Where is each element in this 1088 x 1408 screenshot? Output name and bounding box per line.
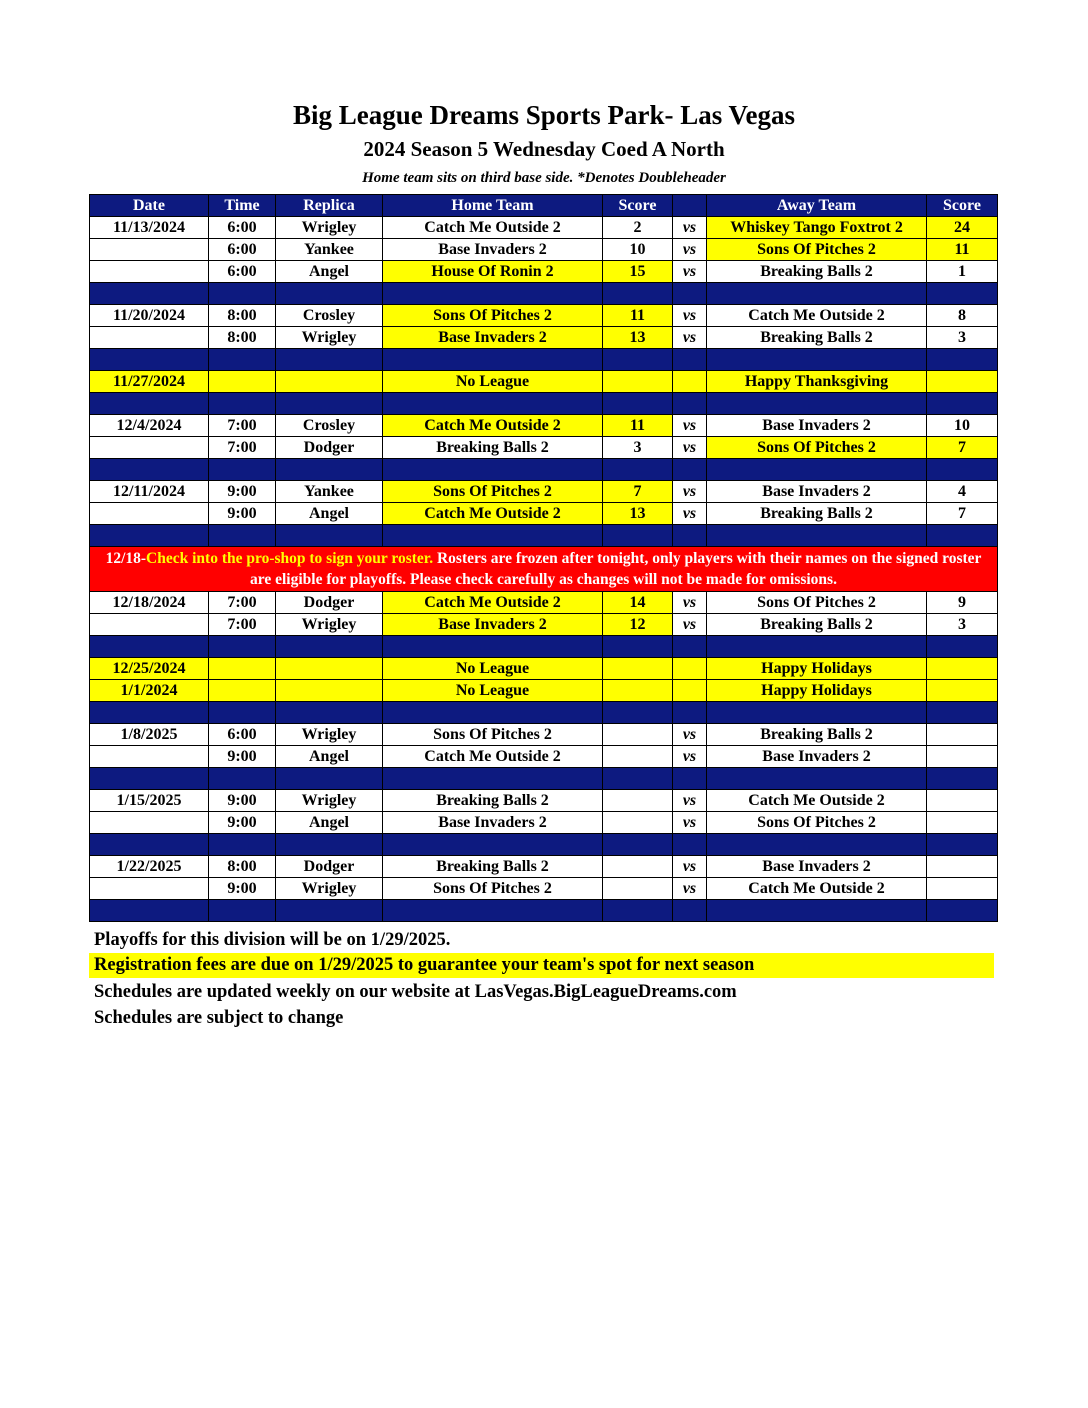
away-score-cell: 3 [927,327,998,349]
time-cell: 9:00 [209,790,276,812]
vs-cell: vs [673,878,707,900]
date-cell: 12/25/2024 [90,658,209,680]
time-cell: 9:00 [209,481,276,503]
separator-cell [209,459,276,481]
vs-cell: vs [673,812,707,834]
away-score-cell: 24 [927,217,998,239]
away-score-cell: 1 [927,261,998,283]
game-row [90,415,998,437]
vs-cell: vs [673,415,707,437]
replica-cell: Yankee [276,481,383,503]
separator-cell [383,768,603,790]
separator-cell [209,768,276,790]
separator-cell [927,283,998,305]
separator-cell [603,349,673,371]
separator-cell [707,459,927,481]
vs-cell: vs [673,261,707,283]
col-away-team: Away Team [707,195,927,217]
separator-cell [673,768,707,790]
date-cell: 12/4/2024 [90,415,209,437]
holiday-row [90,658,998,680]
time-cell: 8:00 [209,305,276,327]
replica-cell: Wrigley [276,614,383,636]
separator-cell [276,900,383,922]
separator-cell [603,702,673,724]
replica-cell: Wrigley [276,217,383,239]
replica-cell: Dodger [276,437,383,459]
separator-row [90,525,998,547]
home-score-cell [603,878,673,900]
separator-cell [927,525,998,547]
game-row [90,614,998,636]
separator-cell [603,636,673,658]
time-cell: 6:00 [209,217,276,239]
home-score-cell [603,658,673,680]
date-cell [90,437,209,459]
replica-cell [276,658,383,680]
separator-row [90,283,998,305]
separator-cell [927,636,998,658]
home-team-cell: Sons Of Pitches 2 [383,481,603,503]
separator-cell [276,702,383,724]
separator-cell [707,702,927,724]
separator-cell [707,834,927,856]
replica-cell: Dodger [276,592,383,614]
away-score-cell [927,371,998,393]
home-team-cell: Base Invaders 2 [383,327,603,349]
home-team-cell: Catch Me Outside 2 [383,415,603,437]
separator-cell [927,393,998,415]
schedule-table [89,194,998,922]
separator-cell [707,283,927,305]
game-row [90,878,998,900]
game-row [90,856,998,878]
vs-cell: vs [673,790,707,812]
home-score-cell [603,790,673,812]
separator-cell [383,393,603,415]
page-title: Big League Dreams Sports Park- Las Vegas [292,100,796,130]
time-cell: 8:00 [209,856,276,878]
separator-cell [383,349,603,371]
separator-cell [383,459,603,481]
game-row [90,217,998,239]
separator-cell [276,349,383,371]
replica-cell [276,371,383,393]
away-score-cell [927,680,998,702]
separator-cell [927,900,998,922]
home-score-cell: 13 [603,503,673,525]
away-score-cell [927,790,998,812]
time-cell [209,371,276,393]
away-team-cell: Base Invaders 2 [707,856,927,878]
separator-cell [707,393,927,415]
vs-cell: vs [673,217,707,239]
roster-notice [90,547,998,592]
separator-cell [383,834,603,856]
away-team-cell: Catch Me Outside 2 [707,305,927,327]
home-team-cell: Catch Me Outside 2 [383,592,603,614]
away-team-cell: Base Invaders 2 [707,481,927,503]
home-score-cell: 3 [603,437,673,459]
date-cell [90,812,209,834]
game-row [90,261,998,283]
separator-cell [209,900,276,922]
vs-cell: vs [673,327,707,349]
time-cell: 8:00 [209,327,276,349]
away-score-cell: 7 [927,437,998,459]
away-team-cell: Sons Of Pitches 2 [707,239,927,261]
time-cell: 7:00 [209,592,276,614]
separator-cell [927,349,998,371]
col-vs [673,195,707,217]
date-cell: 11/13/2024 [90,217,209,239]
game-row [90,437,998,459]
replica-cell: Wrigley [276,878,383,900]
separator-cell [673,702,707,724]
separator-cell [383,283,603,305]
separator-cell [603,768,673,790]
page-subtitle: 2024 Season 5 Wednesday Coed A North [363,137,725,161]
replica-cell: Dodger [276,856,383,878]
vs-cell [673,371,707,393]
date-cell [90,503,209,525]
away-team-cell: Happy Holidays [707,658,927,680]
separator-cell [276,768,383,790]
home-team-cell: No League [383,680,603,702]
time-cell: 9:00 [209,746,276,768]
vs-cell: vs [673,856,707,878]
game-row [90,503,998,525]
date-cell: 11/27/2024 [90,371,209,393]
separator-cell [90,349,209,371]
game-row [90,239,998,261]
separator-cell [209,349,276,371]
away-score-cell [927,812,998,834]
away-score-cell: 3 [927,614,998,636]
time-cell: 7:00 [209,415,276,437]
date-cell [90,614,209,636]
game-row [90,812,998,834]
time-cell: 6:00 [209,239,276,261]
separator-row [90,393,998,415]
home-score-cell: 15 [603,261,673,283]
away-score-cell [927,658,998,680]
separator-cell [90,834,209,856]
away-score-cell: 10 [927,415,998,437]
separator-cell [673,349,707,371]
away-team-cell: Happy Thanksgiving [707,371,927,393]
away-team-cell: Breaking Balls 2 [707,327,927,349]
game-row [90,592,998,614]
separator-cell [90,702,209,724]
home-team-cell: Catch Me Outside 2 [383,217,603,239]
schedule-note: Home team sits on third base side. *Denotes Doubleheader [362,170,726,186]
time-cell: 9:00 [209,812,276,834]
date-cell: 12/18/2024 [90,592,209,614]
playoffs-note: Playoffs for this division will be on 1/29/2025. [94,930,451,950]
vs-cell: vs [673,614,707,636]
vs-cell: vs [673,724,707,746]
separator-cell [276,525,383,547]
away-team-cell: Breaking Balls 2 [707,724,927,746]
home-score-cell: 7 [603,481,673,503]
separator-cell [707,768,927,790]
date-cell [90,239,209,261]
separator-cell [673,393,707,415]
home-team-cell: Catch Me Outside 2 [383,503,603,525]
away-score-cell: 7 [927,503,998,525]
separator-cell [383,636,603,658]
separator-cell [927,834,998,856]
away-team-cell: Base Invaders 2 [707,415,927,437]
col-date: Date [90,195,209,217]
separator-row [90,702,998,724]
home-team-cell: Breaking Balls 2 [383,790,603,812]
replica-cell: Wrigley [276,327,383,349]
home-team-cell: Sons Of Pitches 2 [383,724,603,746]
separator-cell [276,393,383,415]
vs-cell: vs [673,746,707,768]
away-score-cell [927,746,998,768]
separator-cell [90,636,209,658]
separator-cell [603,283,673,305]
separator-cell [90,525,209,547]
replica-cell: Angel [276,746,383,768]
home-score-cell: 14 [603,592,673,614]
header-row [90,195,998,217]
away-team-cell: Breaking Balls 2 [707,614,927,636]
separator-cell [673,636,707,658]
vs-cell: vs [673,305,707,327]
home-team-cell: Base Invaders 2 [383,614,603,636]
away-team-cell: Breaking Balls 2 [707,503,927,525]
home-score-cell [603,812,673,834]
date-cell: 1/1/2024 [90,680,209,702]
date-cell [90,746,209,768]
home-team-cell: Breaking Balls 2 [383,437,603,459]
home-team-cell: No League [383,658,603,680]
replica-cell: Wrigley [276,790,383,812]
separator-cell [707,900,927,922]
vs-cell: vs [673,481,707,503]
separator-cell [209,525,276,547]
game-row [90,481,998,503]
separator-cell [673,283,707,305]
separator-cell [673,525,707,547]
date-cell: 12/11/2024 [90,481,209,503]
replica-cell: Angel [276,261,383,283]
game-row [90,790,998,812]
change-note: Schedules are subject to change [94,1008,344,1028]
date-cell [90,327,209,349]
separator-row [90,768,998,790]
home-score-cell: 11 [603,415,673,437]
away-team-cell: Sons Of Pitches 2 [707,812,927,834]
vs-cell [673,680,707,702]
col-home-score: Score [603,195,673,217]
notice-highlight: Check into the pro-shop to sign your roster. [146,550,434,567]
col-away-score: Score [927,195,998,217]
away-score-cell [927,878,998,900]
vs-cell: vs [673,239,707,261]
game-row [90,327,998,349]
separator-cell [603,459,673,481]
away-team-cell: Catch Me Outside 2 [707,878,927,900]
separator-cell [927,459,998,481]
away-score-cell: 8 [927,305,998,327]
separator-row [90,459,998,481]
home-score-cell: 12 [603,614,673,636]
separator-cell [383,525,603,547]
away-team-cell: Sons Of Pitches 2 [707,592,927,614]
notice-date: 12/18- [105,550,147,567]
home-team-cell: Base Invaders 2 [383,239,603,261]
website-note: Schedules are updated weekly on our website at LasVegas.BigLeagueDreams.com [94,982,737,1002]
roster-notice-row [90,547,998,592]
time-cell: 6:00 [209,261,276,283]
home-score-cell: 10 [603,239,673,261]
home-score-cell [603,746,673,768]
schedule-body [90,217,998,922]
vs-cell: vs [673,592,707,614]
home-team-cell: Sons Of Pitches 2 [383,305,603,327]
home-team-cell: Sons Of Pitches 2 [383,878,603,900]
separator-cell [276,834,383,856]
separator-cell [673,834,707,856]
vs-cell [673,658,707,680]
away-score-cell: 11 [927,239,998,261]
time-cell: 7:00 [209,437,276,459]
separator-cell [383,702,603,724]
away-team-cell: Base Invaders 2 [707,746,927,768]
separator-row [90,834,998,856]
time-cell: 6:00 [209,724,276,746]
separator-cell [673,459,707,481]
date-cell [90,878,209,900]
away-score-cell [927,856,998,878]
separator-row [90,349,998,371]
col-time: Time [209,195,276,217]
vs-cell: vs [673,503,707,525]
time-cell: 7:00 [209,614,276,636]
game-row [90,305,998,327]
col-replica: Replica [276,195,383,217]
separator-cell [927,702,998,724]
time-cell: 9:00 [209,503,276,525]
home-team-cell: Base Invaders 2 [383,812,603,834]
registration-note: Registration fees are due on 1/29/2025 to guarantee your team's spot for next season [89,953,994,978]
separator-cell [90,393,209,415]
separator-cell [276,636,383,658]
replica-cell: Wrigley [276,724,383,746]
separator-cell [90,459,209,481]
time-cell: 9:00 [209,878,276,900]
game-row [90,746,998,768]
separator-cell [707,636,927,658]
notice-text: Rosters are frozen after tonight, only players with their names on the signed roster are eligible for playoffs. Please check carefully as changes will not be made for omissions. [250,550,982,588]
separator-cell [603,900,673,922]
home-score-cell [603,371,673,393]
separator-cell [209,834,276,856]
time-cell [209,680,276,702]
replica-cell: Angel [276,503,383,525]
away-team-cell: Catch Me Outside 2 [707,790,927,812]
separator-cell [603,393,673,415]
away-team-cell: Sons Of Pitches 2 [707,437,927,459]
home-team-cell: Catch Me Outside 2 [383,746,603,768]
separator-cell [209,636,276,658]
separator-cell [707,349,927,371]
home-team-cell: No League [383,371,603,393]
separator-cell [90,283,209,305]
away-score-cell [927,724,998,746]
replica-cell: Crosley [276,415,383,437]
away-team-cell: Happy Holidays [707,680,927,702]
home-score-cell [603,680,673,702]
separator-cell [383,900,603,922]
time-cell [209,658,276,680]
home-score-cell: 2 [603,217,673,239]
separator-cell [603,834,673,856]
home-team-cell: Breaking Balls 2 [383,856,603,878]
separator-cell [209,393,276,415]
away-team-cell: Whiskey Tango Foxtrot 2 [707,217,927,239]
date-cell: 1/8/2025 [90,724,209,746]
vs-cell: vs [673,437,707,459]
separator-cell [209,283,276,305]
home-score-cell [603,856,673,878]
date-cell [90,261,209,283]
separator-cell [209,702,276,724]
separator-cell [276,459,383,481]
separator-cell [603,525,673,547]
holiday-row [90,371,998,393]
separator-row [90,636,998,658]
holiday-row [90,680,998,702]
home-score-cell [603,724,673,746]
away-team-cell: Breaking Balls 2 [707,261,927,283]
home-score-cell: 13 [603,327,673,349]
separator-row [90,900,998,922]
game-row [90,724,998,746]
separator-cell [90,768,209,790]
away-score-cell: 9 [927,592,998,614]
separator-cell [276,283,383,305]
separator-cell [927,768,998,790]
date-cell: 1/22/2025 [90,856,209,878]
separator-cell [90,900,209,922]
col-home-team: Home Team [383,195,603,217]
away-score-cell: 4 [927,481,998,503]
separator-cell [707,525,927,547]
home-team-cell: House Of Ronin 2 [383,261,603,283]
home-score-cell: 11 [603,305,673,327]
replica-cell [276,680,383,702]
date-cell: 11/20/2024 [90,305,209,327]
replica-cell: Angel [276,812,383,834]
replica-cell: Yankee [276,239,383,261]
date-cell: 1/15/2025 [90,790,209,812]
separator-cell [673,900,707,922]
replica-cell: Crosley [276,305,383,327]
